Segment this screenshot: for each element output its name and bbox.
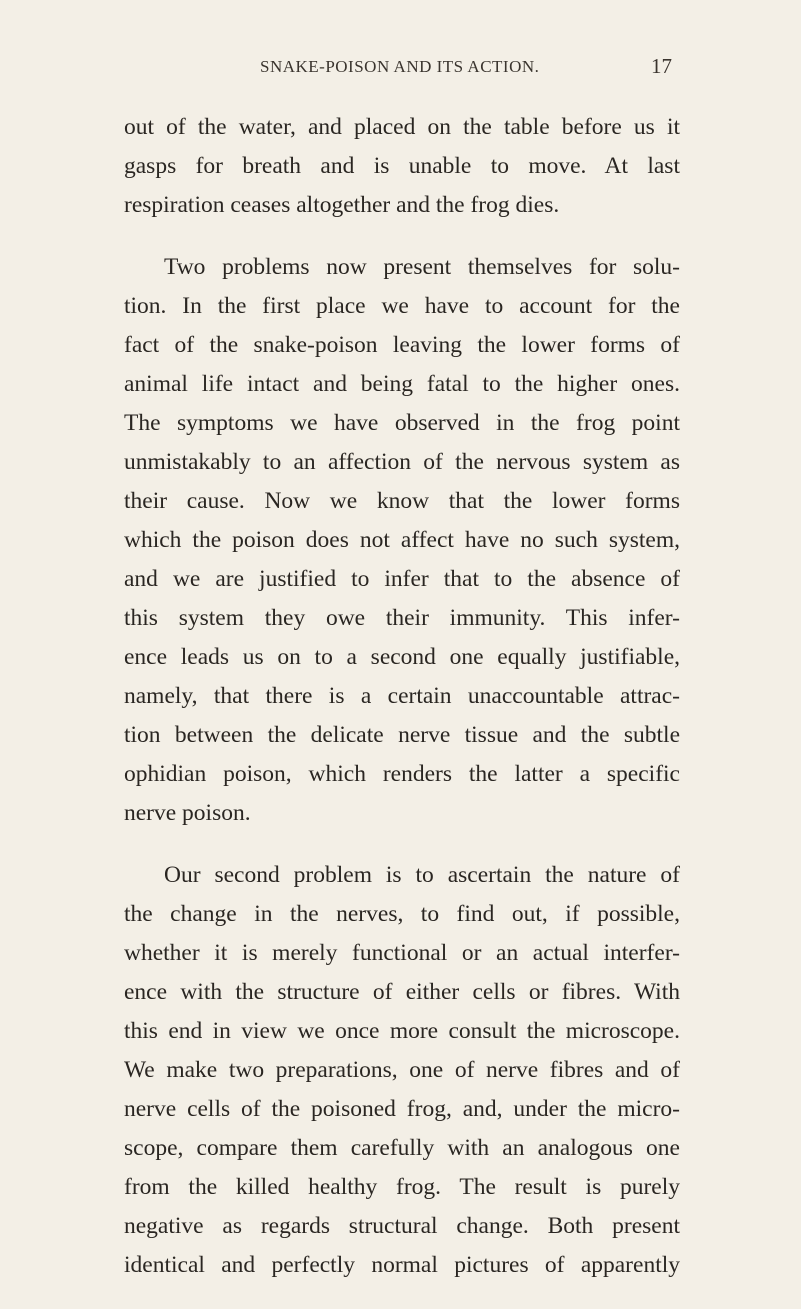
paragraph-2	[124, 248, 680, 833]
text-line: and we are justified to infer that to the absence of	[124, 566, 680, 592]
text-line: We make two preparations, one of nerve fibres and of	[124, 1057, 680, 1083]
text-line: Two problems now present themselves for solu-	[164, 254, 680, 280]
text-line: the change in the nerves, to find out, if possible,	[124, 901, 680, 927]
text-line: respiration ceases altogether and the frog dies.	[124, 192, 560, 218]
text-line: ence leads us on to a second one equally justifiable,	[124, 644, 680, 670]
text-line: namely, that there is a certain unaccountable attrac-	[124, 683, 680, 709]
text-line: identical and perfectly normal pictures of apparently	[124, 1252, 680, 1278]
text-line: which the poison does not affect have no such system,	[124, 527, 680, 553]
text-line: out of the water, and placed on the table before us it	[124, 114, 680, 140]
paragraph-gap	[124, 225, 680, 248]
text-line: nerve poison.	[124, 800, 251, 826]
text-line: ence with the structure of either cells or fibres. With	[124, 979, 680, 1005]
text-line: whether it is merely functional or an actual interfer-	[124, 940, 680, 966]
text-line: their cause. Now we know that the lower forms	[124, 488, 680, 514]
text-line: fact of the snake-poison leaving the lower forms of	[124, 332, 680, 358]
paragraph-3	[124, 856, 680, 1285]
text-line: tion. In the first place we have to account for the	[124, 293, 680, 319]
page-number: 17	[651, 54, 672, 78]
text-line: tion between the delicate nerve tissue and the subtle	[124, 722, 680, 748]
running-head: SNAKE-POISON AND ITS ACTION.	[260, 57, 540, 76]
text-line: negative as regards structural change. Both present	[124, 1213, 680, 1239]
text-line: gasps for breath and is unable to move. At last	[124, 153, 680, 179]
text-line: The symptoms we have observed in the frog point	[124, 410, 680, 436]
text-line: from the killed healthy frog. The result is purely	[124, 1174, 680, 1200]
text-line: scope, compare them carefully with an analogous one	[124, 1135, 680, 1161]
text-line: nerve cells of the poisoned frog, and, under the micro-	[124, 1096, 680, 1122]
paragraph-gap	[124, 833, 680, 856]
text-line: this system they owe their immunity. This infer-	[124, 605, 680, 631]
text-line: this end in view we once more consult the microscope.	[124, 1018, 680, 1044]
text-line: unmistakably to an affection of the nervous system as	[124, 449, 680, 475]
body-text	[124, 108, 680, 1285]
text-line: animal life intact and being fatal to the higher ones.	[124, 371, 680, 397]
paragraph-1	[124, 108, 680, 225]
text-line: ophidian poison, which renders the latter a specific	[124, 761, 680, 787]
text-line: Our second problem is to ascertain the nature of	[164, 862, 680, 888]
